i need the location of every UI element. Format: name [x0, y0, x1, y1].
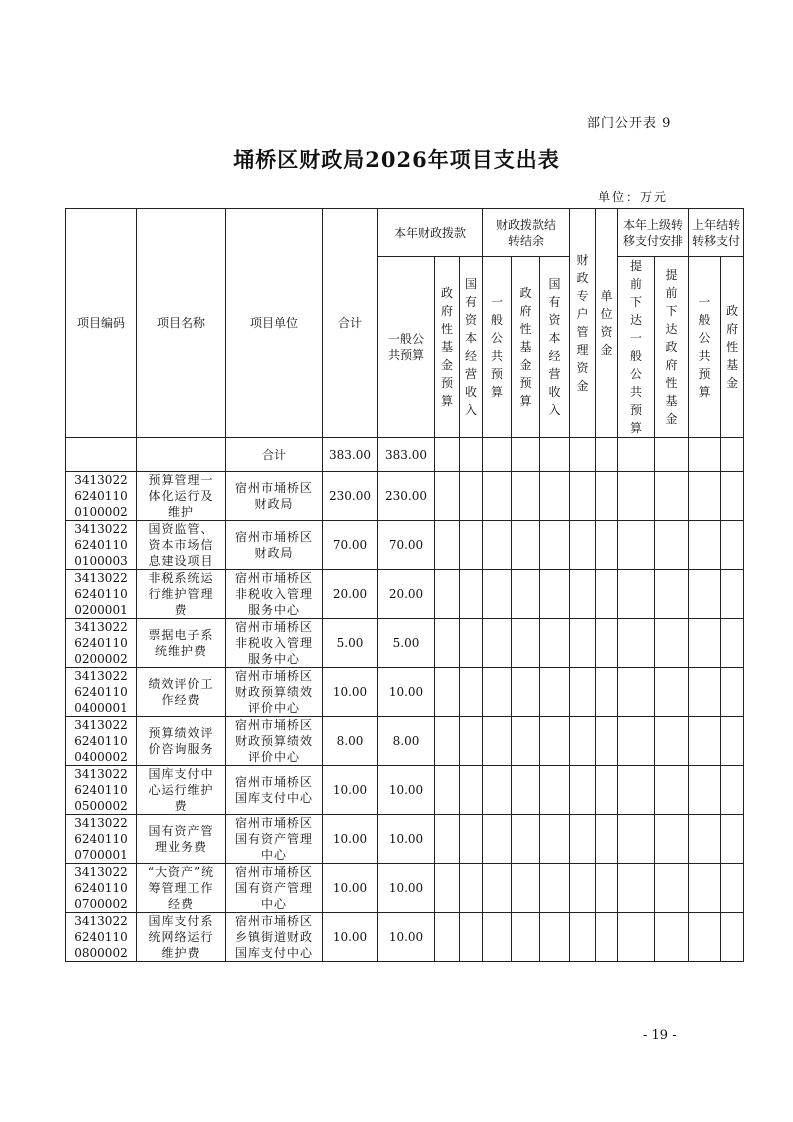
empty-cell — [570, 815, 596, 864]
project-total: 20.00 — [323, 570, 378, 619]
document-number: 部门公开表 9 — [587, 116, 672, 131]
header-current-fiscal: 本年财政拨款 — [378, 209, 483, 257]
empty-cell — [512, 668, 540, 717]
empty-cell — [570, 668, 596, 717]
empty-cell — [596, 864, 618, 913]
empty-cell — [596, 913, 618, 962]
project-name: 国资监管、资本市场信息建设项目 — [137, 521, 226, 570]
table-row — [66, 864, 744, 913]
empty-cell — [460, 913, 483, 962]
project-general-budget: 70.00 — [378, 521, 435, 570]
empty-cell — [655, 521, 689, 570]
header-special-account: 财政专户管理资金 — [570, 209, 596, 438]
empty-cell — [721, 472, 744, 521]
project-total: 10.00 — [323, 864, 378, 913]
table-row — [66, 766, 744, 815]
empty-cell — [570, 913, 596, 962]
empty-cell — [540, 717, 570, 766]
project-unit: 宿州市埇桥区非税收入管理服务中心 — [226, 619, 323, 668]
table-row — [66, 668, 744, 717]
project-total: 8.00 — [323, 717, 378, 766]
empty-cell — [483, 521, 512, 570]
project-general-budget: 230.00 — [378, 472, 435, 521]
empty-cell — [540, 815, 570, 864]
table-row — [66, 521, 744, 570]
empty-cell — [483, 717, 512, 766]
table-row — [66, 570, 744, 619]
project-general-budget: 10.00 — [378, 815, 435, 864]
empty-cell — [689, 521, 721, 570]
empty-cell — [596, 815, 618, 864]
header-advance-gov-fund: 提前下达政府性基金 — [655, 257, 689, 438]
project-name: 绩效评价工作经费 — [137, 668, 226, 717]
empty-cell — [435, 472, 460, 521]
empty-cell — [540, 521, 570, 570]
project-total: 10.00 — [323, 766, 378, 815]
empty-cell — [540, 766, 570, 815]
empty-cell — [435, 521, 460, 570]
page-title: 埇桥区财政局2026年项目支出表 — [233, 147, 560, 172]
project-code: 341302262401100400001 — [66, 668, 137, 717]
empty-cell — [483, 815, 512, 864]
header-unit-funds: 单位资金 — [596, 209, 618, 438]
project-name: 国库支付系统网络运行维护费 — [137, 913, 226, 962]
empty-cell — [435, 570, 460, 619]
unit-label: 单位：万元 — [598, 190, 669, 204]
empty-cell — [655, 864, 689, 913]
table-row — [66, 472, 744, 521]
empty-cell — [570, 570, 596, 619]
empty-cell — [435, 619, 460, 668]
empty-cell — [460, 521, 483, 570]
empty-cell — [689, 913, 721, 962]
project-code: 341302262401100200002 — [66, 619, 137, 668]
empty-cell — [618, 570, 655, 619]
empty-cell — [540, 472, 570, 521]
header-prev-gov-fund: 政府性基金 — [721, 257, 744, 438]
empty-cell — [596, 619, 618, 668]
empty-cell — [596, 668, 618, 717]
project-unit: 宿州市埇桥区财政预算绩效评价中心 — [226, 668, 323, 717]
project-name: 票据电子系统维护费 — [137, 619, 226, 668]
project-code: 341302262401100400002 — [66, 717, 137, 766]
empty-cell — [655, 472, 689, 521]
empty-cell — [721, 766, 744, 815]
empty-cell — [618, 619, 655, 668]
empty-cell — [512, 570, 540, 619]
empty-cell — [512, 717, 540, 766]
project-code: 341302262401100100003 — [66, 521, 137, 570]
empty-cell — [435, 717, 460, 766]
project-unit: 宿州市埇桥区国库支付中心 — [226, 766, 323, 815]
project-code: 341302262401100700001 — [66, 815, 137, 864]
project-total: 70.00 — [323, 521, 378, 570]
project-expenditure-table — [65, 208, 744, 962]
empty-cell — [512, 815, 540, 864]
empty-cell — [460, 717, 483, 766]
empty-cell — [596, 521, 618, 570]
empty-cell — [655, 913, 689, 962]
project-total: 10.00 — [323, 913, 378, 962]
total-amount: 383.00 — [323, 438, 378, 472]
project-unit: 宿州市埇桥区财政预算绩效评价中心 — [226, 717, 323, 766]
empty-cell — [570, 619, 596, 668]
project-unit: 宿州市埇桥区乡镇街道财政国库支付中心 — [226, 913, 323, 962]
table-row — [66, 619, 744, 668]
project-unit: 宿州市埇桥区财政局 — [226, 472, 323, 521]
header-prev-transfer: 上年结转转移支付 — [689, 209, 744, 257]
empty-cell — [460, 472, 483, 521]
empty-cell — [435, 864, 460, 913]
empty-cell — [540, 668, 570, 717]
project-name: 非税系统运行维护管理费 — [137, 570, 226, 619]
header-code: 项目编码 — [66, 209, 137, 438]
empty-cell — [689, 472, 721, 521]
empty-cell — [655, 570, 689, 619]
empty-cell — [689, 619, 721, 668]
empty-cell — [618, 521, 655, 570]
project-total: 230.00 — [323, 472, 378, 521]
header-unit: 项目单位 — [226, 209, 323, 438]
empty-cell — [460, 570, 483, 619]
empty-cell — [512, 913, 540, 962]
project-name: 国库支付中心运行维护费 — [137, 766, 226, 815]
project-general-budget: 10.00 — [378, 864, 435, 913]
empty-cell — [655, 668, 689, 717]
project-code: 341302262401100800002 — [66, 913, 137, 962]
empty-cell — [655, 619, 689, 668]
header-prev-general: 一般公共预算 — [689, 257, 721, 438]
total-general: 383.00 — [378, 438, 435, 472]
project-total: 10.00 — [323, 815, 378, 864]
empty-cell — [570, 864, 596, 913]
empty-cell — [512, 521, 540, 570]
empty-cell — [689, 668, 721, 717]
empty-cell — [460, 619, 483, 668]
project-name: 国有资产管理业务费 — [137, 815, 226, 864]
empty-cell — [721, 913, 744, 962]
project-unit: 宿州市埇桥区国有资产管理中心 — [226, 864, 323, 913]
empty-cell — [721, 717, 744, 766]
header-state-capital-income: 国有资本经营收入 — [460, 257, 483, 438]
empty-cell — [689, 864, 721, 913]
project-total: 5.00 — [323, 619, 378, 668]
empty-cell — [721, 521, 744, 570]
empty-cell — [483, 766, 512, 815]
project-code: 341302262401100200001 — [66, 570, 137, 619]
project-name: 预算管理一体化运行及维护 — [137, 472, 226, 521]
header-carryover: 财政拨款结转结余 — [483, 209, 570, 257]
project-name: 预算绩效评价咨询服务 — [137, 717, 226, 766]
empty-cell — [689, 717, 721, 766]
project-general-budget: 10.00 — [378, 668, 435, 717]
empty-cell — [570, 521, 596, 570]
table-row — [66, 815, 744, 864]
header-carry-gov-fund: 政府性基金预算 — [512, 257, 540, 438]
empty-cell — [435, 913, 460, 962]
empty-cell — [512, 472, 540, 521]
empty-cell — [655, 815, 689, 864]
empty-cell — [435, 766, 460, 815]
empty-cell — [570, 717, 596, 766]
project-total: 10.00 — [323, 668, 378, 717]
empty-cell — [460, 766, 483, 815]
empty-cell — [596, 570, 618, 619]
empty-cell — [655, 766, 689, 815]
empty-cell — [512, 619, 540, 668]
empty-cell — [540, 913, 570, 962]
project-unit: 宿州市埇桥区非税收入管理服务中心 — [226, 570, 323, 619]
header-total: 合计 — [323, 209, 378, 438]
empty-cell — [689, 570, 721, 619]
empty-cell — [618, 864, 655, 913]
empty-cell — [618, 766, 655, 815]
total-row — [66, 438, 744, 472]
empty-cell — [596, 766, 618, 815]
empty-cell — [435, 668, 460, 717]
empty-cell — [435, 815, 460, 864]
empty-cell — [512, 766, 540, 815]
empty-cell — [618, 717, 655, 766]
header-name: 项目名称 — [137, 209, 226, 438]
empty-cell — [721, 864, 744, 913]
empty-cell — [540, 570, 570, 619]
empty-cell — [460, 815, 483, 864]
project-unit: 宿州市埇桥区财政局 — [226, 521, 323, 570]
header-general-public-budget: 一般公共预算 — [378, 257, 435, 438]
empty-cell — [721, 668, 744, 717]
empty-cell — [570, 472, 596, 521]
project-general-budget: 10.00 — [378, 913, 435, 962]
project-name: “大资产”统筹管理工作经费 — [137, 864, 226, 913]
header-carry-general: 一般公共预算 — [483, 257, 512, 438]
project-code: 341302262401100500002 — [66, 766, 137, 815]
project-general-budget: 5.00 — [378, 619, 435, 668]
empty-cell — [689, 815, 721, 864]
empty-cell — [512, 864, 540, 913]
header-upper-transfer: 本年上级转移支付安排 — [618, 209, 689, 257]
empty-cell — [721, 570, 744, 619]
table-row — [66, 913, 744, 962]
empty-cell — [618, 913, 655, 962]
project-unit: 宿州市埇桥区国有资产管理中心 — [226, 815, 323, 864]
page-number: - 19 - — [643, 1028, 677, 1043]
empty-cell — [721, 619, 744, 668]
empty-cell — [483, 619, 512, 668]
empty-cell — [540, 864, 570, 913]
empty-cell — [618, 472, 655, 521]
empty-cell — [483, 668, 512, 717]
empty-cell — [483, 570, 512, 619]
empty-cell — [483, 913, 512, 962]
project-code: 341302262401100100002 — [66, 472, 137, 521]
header-gov-fund-budget: 政府性基金预算 — [435, 257, 460, 438]
header-advance-general: 提前下达一般公共预算 — [618, 257, 655, 438]
empty-cell — [483, 472, 512, 521]
project-general-budget: 10.00 — [378, 766, 435, 815]
project-general-budget: 20.00 — [378, 570, 435, 619]
total-label: 合计 — [226, 438, 323, 472]
table-row — [66, 717, 744, 766]
empty-cell — [689, 766, 721, 815]
project-code: 341302262401100700002 — [66, 864, 137, 913]
empty-cell — [596, 717, 618, 766]
empty-cell — [596, 472, 618, 521]
header-carry-state-capital: 国有资本经营收入 — [540, 257, 570, 438]
empty-cell — [721, 815, 744, 864]
empty-cell — [483, 864, 512, 913]
empty-cell — [460, 864, 483, 913]
empty-cell — [655, 717, 689, 766]
empty-cell — [570, 766, 596, 815]
empty-cell — [460, 668, 483, 717]
project-general-budget: 8.00 — [378, 717, 435, 766]
empty-cell — [540, 619, 570, 668]
empty-cell — [618, 815, 655, 864]
empty-cell — [618, 668, 655, 717]
